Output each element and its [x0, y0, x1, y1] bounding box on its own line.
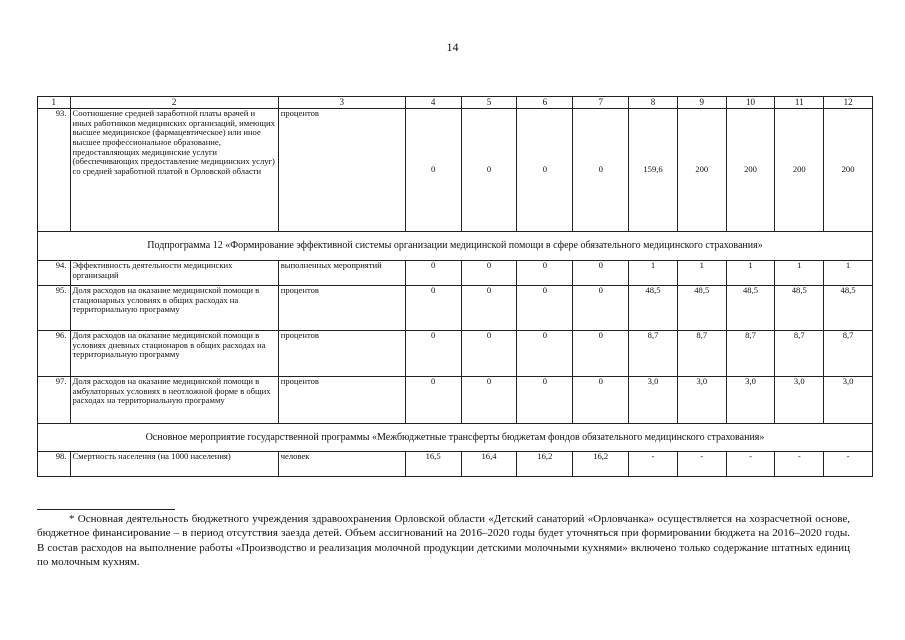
value-cell: 48,5 [677, 286, 726, 331]
row-number: 98. [38, 452, 71, 477]
main-activity-title: Основное мероприятие государственной программы «Межбюджетные трансферты бюджетам фондов обязательного медицинского страхования» [38, 424, 873, 452]
value-cell: - [677, 452, 726, 477]
value-cell: 0 [461, 261, 517, 286]
table-row [38, 377, 873, 424]
subprogram-title: Подпрограмма 12 «Формирование эффективной системы организации медицинской помощи в сфере обязательного медицинского страхования» [38, 232, 873, 261]
value-cell: 3,0 [726, 377, 775, 424]
value-cell: 159,6 [629, 109, 678, 232]
indicator-unit: процентов [278, 331, 405, 377]
value-cell: 200 [775, 109, 824, 232]
indicator-unit: процентов [278, 377, 405, 424]
row-number: 97. [38, 377, 71, 424]
section-row [38, 424, 873, 452]
value-cell: 8,7 [629, 331, 678, 377]
value-cell: 16,2 [517, 452, 573, 477]
value-cell: 0 [517, 286, 573, 331]
value-cell: 48,5 [726, 286, 775, 331]
indicator-name: Смертность населения (на 1000 населения) [70, 452, 278, 477]
table-header-row [38, 97, 873, 109]
value-cell: 0 [573, 261, 629, 286]
table-row [38, 331, 873, 377]
value-cell: 16,5 [405, 452, 461, 477]
indicator-name: Доля расходов на оказание медицинской помощи в стационарных условиях в общих расходах на территориальную программу [70, 286, 278, 331]
value-cell: 48,5 [629, 286, 678, 331]
row-number: 94. [38, 261, 71, 286]
footnote-divider [37, 509, 175, 510]
header-cell: 7 [573, 97, 629, 109]
value-cell: - [629, 452, 678, 477]
indicator-unit: процентов [278, 286, 405, 331]
header-cell: 12 [824, 97, 873, 109]
value-cell: 0 [405, 109, 461, 232]
value-cell: 0 [573, 377, 629, 424]
row-number: 93. [38, 109, 71, 232]
header-cell: 1 [38, 97, 71, 109]
value-cell: - [775, 452, 824, 477]
row-number: 95. [38, 286, 71, 331]
value-cell: 0 [405, 261, 461, 286]
value-cell: 1 [824, 261, 873, 286]
table-row [38, 109, 873, 232]
value-cell: 0 [573, 109, 629, 232]
value-cell: 16,4 [461, 452, 517, 477]
value-cell: 1 [629, 261, 678, 286]
value-cell: 3,0 [677, 377, 726, 424]
value-cell: 8,7 [677, 331, 726, 377]
indicator-name: Доля расходов на оказание медицинской помощи в амбулаторных условиях в неотложной форме в общих расходах на территориальную программу [70, 377, 278, 424]
value-cell: 3,0 [775, 377, 824, 424]
value-cell: 1 [775, 261, 824, 286]
value-cell: 48,5 [824, 286, 873, 331]
value-cell: 0 [517, 331, 573, 377]
table-row [38, 261, 873, 286]
value-cell: 0 [461, 377, 517, 424]
value-cell: 1 [726, 261, 775, 286]
value-cell: 0 [517, 377, 573, 424]
value-cell: 0 [573, 286, 629, 331]
table-row [38, 286, 873, 331]
value-cell: 8,7 [726, 331, 775, 377]
value-cell: 0 [405, 331, 461, 377]
indicator-unit: процентов [278, 109, 405, 232]
header-cell: 4 [405, 97, 461, 109]
indicator-name: Эффективность деятельности медицинских организаций [70, 261, 278, 286]
header-cell: 6 [517, 97, 573, 109]
indicators-table [37, 96, 873, 477]
value-cell: - [824, 452, 873, 477]
value-cell: 200 [677, 109, 726, 232]
value-cell: 3,0 [824, 377, 873, 424]
value-cell: - [726, 452, 775, 477]
header-cell: 11 [775, 97, 824, 109]
value-cell: 8,7 [775, 331, 824, 377]
indicator-name: Соотношение средней заработной платы врачей и иных работников медицинских организаций, имеющих высшее медицинское (фармацевтическое) или иное высшее профессиональное образование, предоставляющих медицинские услуги (обеспечивающих предоставление медицинских услуг) со средней заработной платой в Орловской области [70, 109, 278, 232]
value-cell: 0 [517, 261, 573, 286]
value-cell: 0 [517, 109, 573, 232]
value-cell: 200 [824, 109, 873, 232]
indicator-unit: человек [278, 452, 405, 477]
value-cell: 8,7 [824, 331, 873, 377]
table-row [38, 452, 873, 477]
value-cell: 1 [677, 261, 726, 286]
value-cell: 0 [461, 331, 517, 377]
indicator-unit: выполненных мероприятий [278, 261, 405, 286]
header-cell: 10 [726, 97, 775, 109]
header-cell: 9 [677, 97, 726, 109]
indicator-name: Доля расходов на оказание медицинской помощи в условиях дневных стационаров в общих расходах на территориальную программу [70, 331, 278, 377]
value-cell: 16,2 [573, 452, 629, 477]
value-cell: 3,0 [629, 377, 678, 424]
header-cell: 8 [629, 97, 678, 109]
row-number: 96. [38, 331, 71, 377]
header-cell: 3 [278, 97, 405, 109]
header-cell: 5 [461, 97, 517, 109]
value-cell: 48,5 [775, 286, 824, 331]
footnote: * Основная деятельность бюджетного учреждения здравоохранения Орловской области «Детский санаторий «Орловчанка» осуществляется на хозрасчетной основе, бюджетное финансирование – в период отсутствия заезда детей. Объем ассигнований на 2016–2020 годы будет уточняться при формировании бюджета на 2016–2020 годы. В состав расходов на выполнение работы «Производство и реализация молочной продукции детскими молочными кухнями» включено только содержание штатных единиц по молочным кухням. [37, 513, 850, 568]
value-cell: 0 [461, 109, 517, 232]
header-cell: 2 [70, 97, 278, 109]
value-cell: 0 [461, 286, 517, 331]
value-cell: 0 [405, 377, 461, 424]
page-number: 14 [446, 40, 459, 54]
value-cell: 0 [573, 331, 629, 377]
value-cell: 200 [726, 109, 775, 232]
value-cell: 0 [405, 286, 461, 331]
section-row [38, 232, 873, 261]
